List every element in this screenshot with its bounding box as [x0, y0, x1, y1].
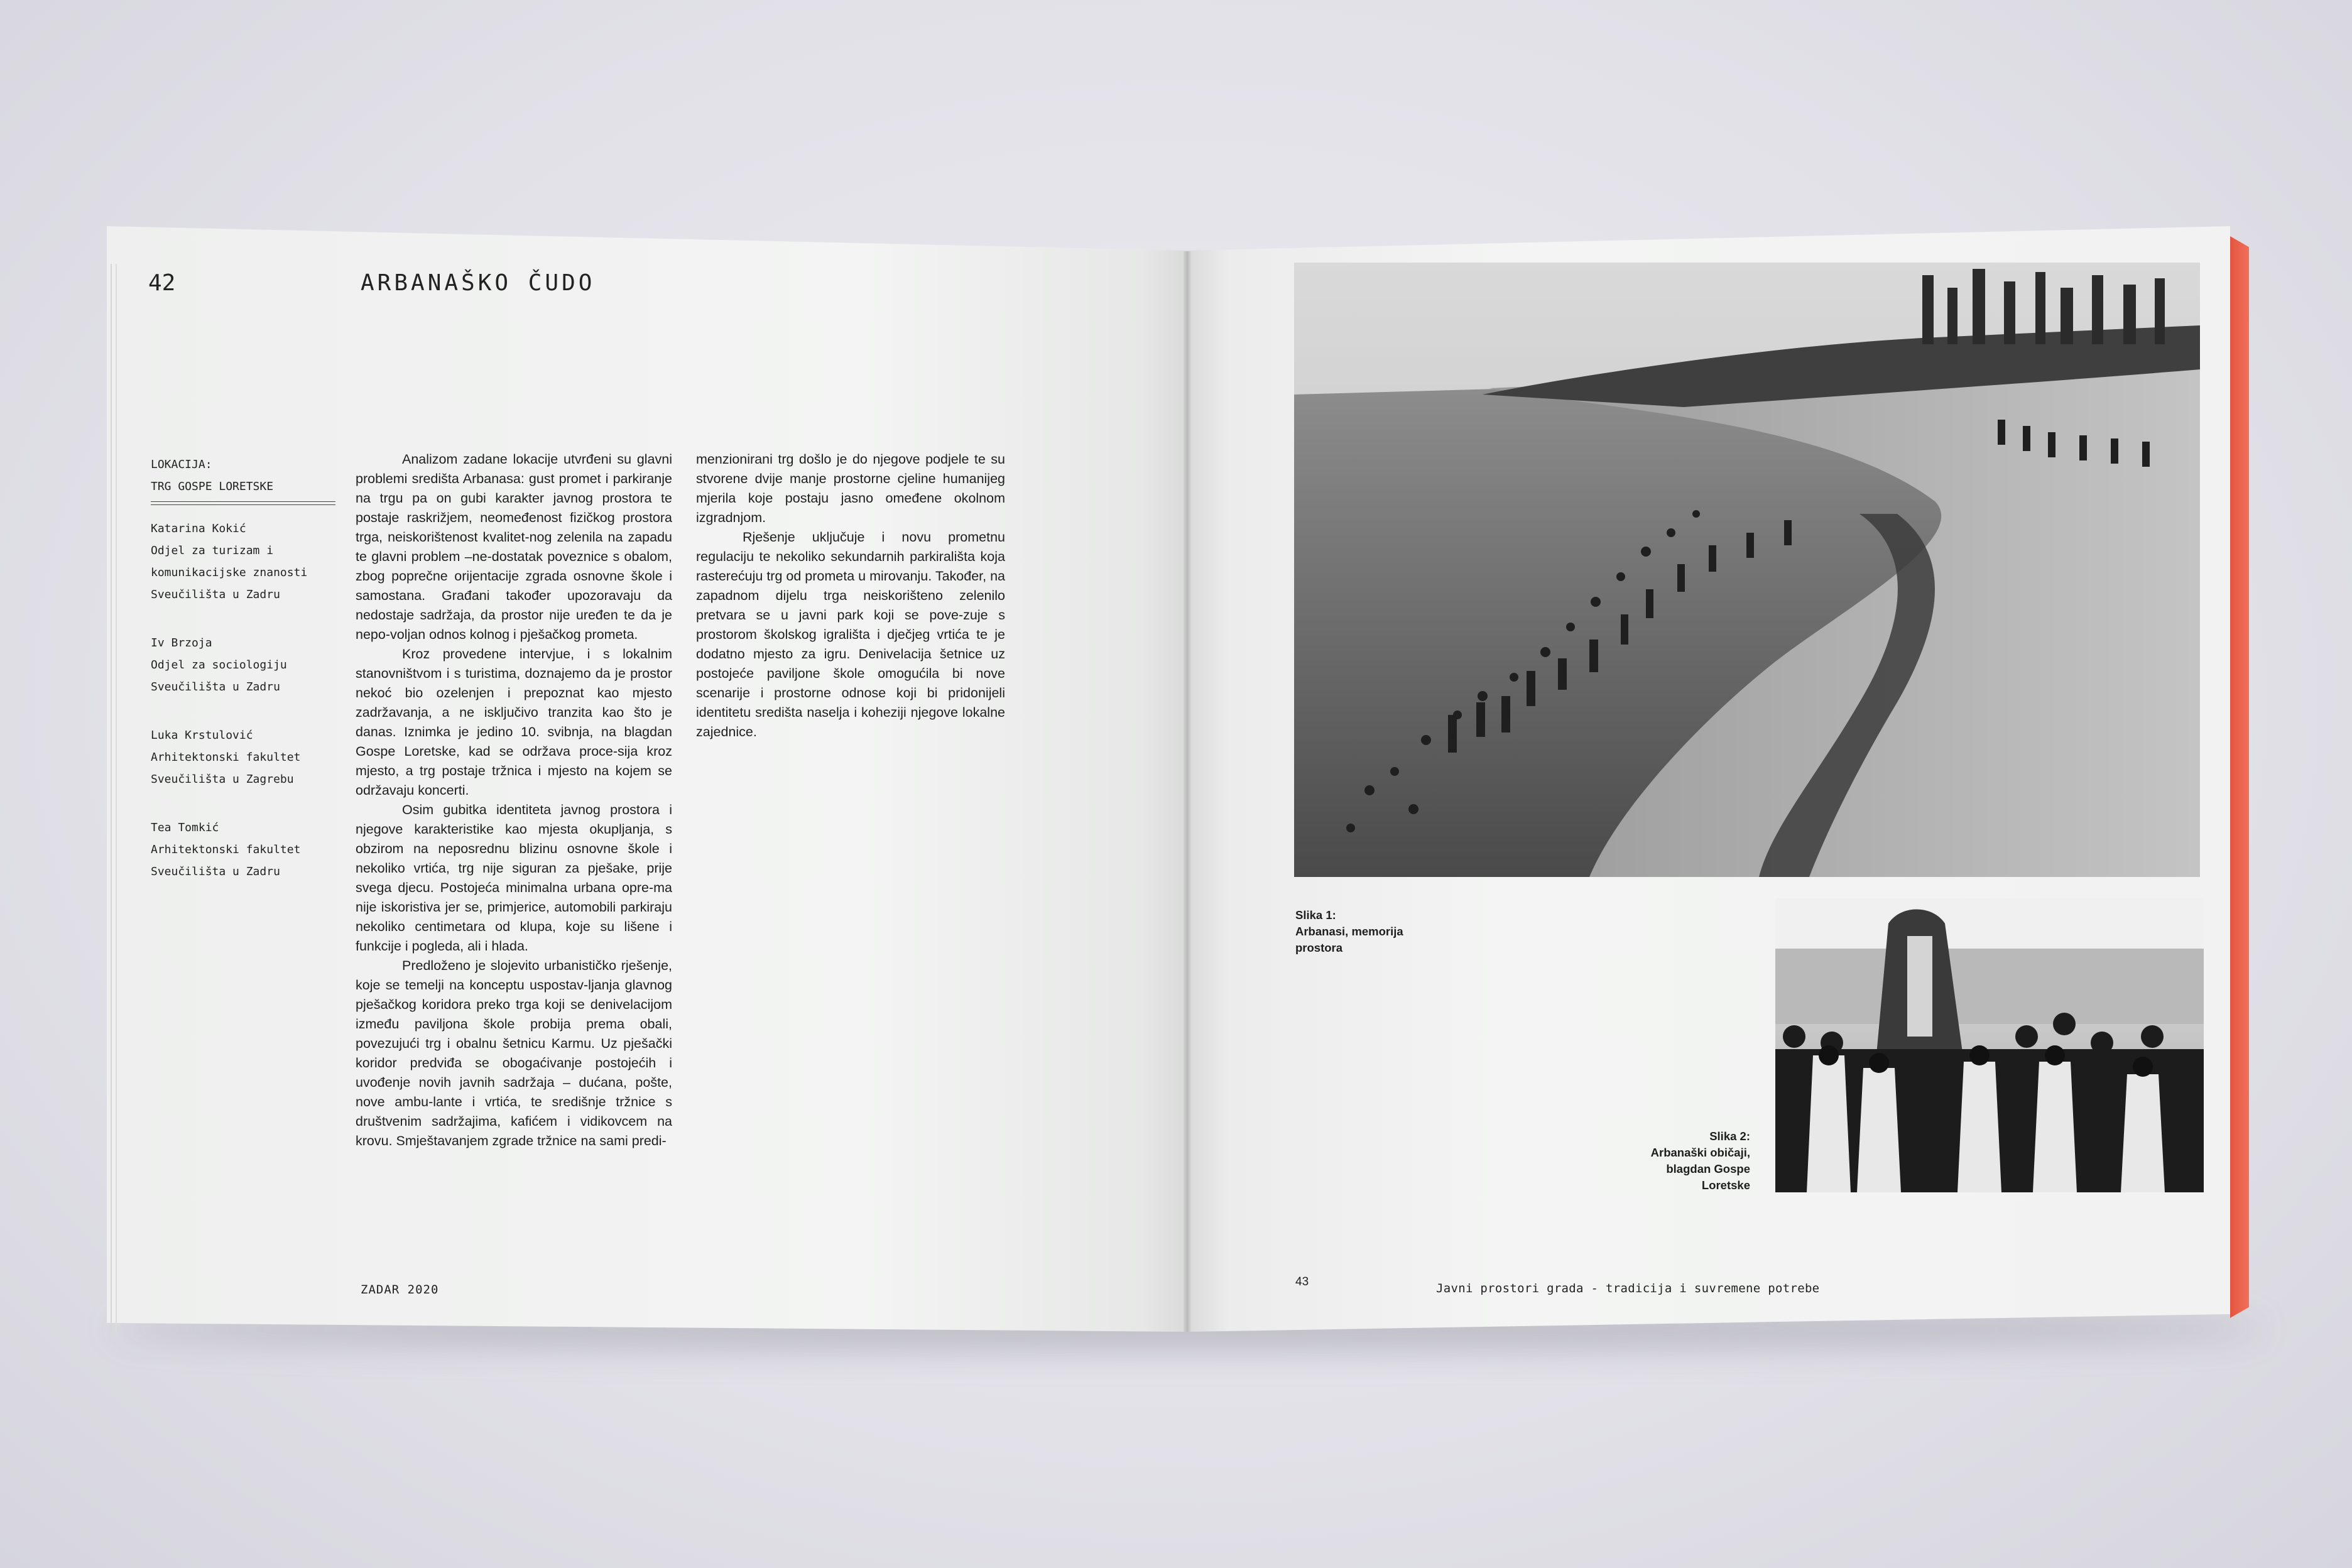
caption-line: Loretske [1701, 1179, 1750, 1192]
author-affiliation: Odjel za sociologiju [151, 658, 287, 672]
author-affiliation: Sveučilišta u Zadru [151, 680, 280, 694]
caption-title: Slika 2: [1709, 1130, 1750, 1143]
divider [151, 501, 335, 505]
author-affiliation: Sveučilišta u Zadru [151, 588, 280, 601]
red-cover-edge [2230, 236, 2249, 1318]
author-block [151, 518, 339, 606]
author-affiliation: komunikacijske znanosti [151, 566, 308, 579]
sidebar [151, 454, 339, 909]
author-affiliation: Odjel za turizam i [151, 544, 274, 557]
body-column-1 [356, 450, 672, 1151]
caption-line: Arbanaški običaji, [1650, 1146, 1750, 1159]
body-column-2 [696, 450, 1005, 742]
coastline-photo [1294, 263, 2200, 877]
author-affiliation: Sveučilišta u Zagrebu [151, 773, 294, 786]
author-block [151, 817, 339, 883]
book-spine [1184, 251, 1191, 1332]
caption-title: Slika 1: [1295, 908, 1336, 922]
paragraph: Predloženo je slojevito urbanističko rješenje, koje se temelji na konceptu uspostav-ljanja glavnog pješačkog koridora preko trga koji se denivelacijom između paviljona škole probija prema obali, povezujući trg i obalnu šetnicu Karmu. Uz pješački koridor predviđa se obogaćivanje postojećih i uvođenje novih javnih sadržaja – dućana, pošte, nove ambu-lante i vrtića, te središnje tržnice s društvenim sadržajima, kafićem i vidikovcem na krovu. Smještavanjem zgrade tržnice na sami predi- [356, 958, 672, 1148]
caption-line: Arbanasi, memorija [1295, 925, 1403, 938]
figure-1-photo [1294, 263, 2200, 877]
caption-line: blagdan Gospe [1666, 1162, 1750, 1175]
paragraph: Osim gubitka identiteta javnog prostora i njegove karakteristike kao mjesta okupljanja, s obzirom na neposrednu blizinu osnovne škole i nekoliko vrtića, trg nije siguran za pješake, prije svega djecu. Postojeća minimalna urbana opre-ma nije iskoristiva jer se, primjerice, automobili parkiraju nekoliko centimetara od klupa, koje su lišene i funkcije i pogleda, ali i hlada. [356, 802, 672, 954]
article-title: ARBANAŠKO ČUDO [361, 270, 596, 296]
author-name: Tea Tomkić [151, 821, 219, 834]
page-number-right: 43 [1295, 1275, 1309, 1288]
caption-line: prostora [1295, 941, 1343, 954]
author-block [151, 724, 339, 790]
footer-right: Javni prostori grada - tradicija i suvremene potrebe [1436, 1282, 1820, 1295]
paragraph: Rješenje uključuje i novu prometnu regulaciju te nekoliko sekundarnih parkirališta koja rasterećuju trg od prometa u mirovanju. Također, na zapadnom dijelu trga neiskorišteno zelenilo pretvara se u javni park koji se pove-zuje s prostorom školskog igrališta i dječjeg vrtića te je dodatno mjesto za igru. Denivelacija šetnice uz postojeće paviljone škole omogućila bi nove scenarije i prostorne odnose koji bi pridonijeli identitetu središta naselja i koheziji njegove lokalne zajednice. [696, 530, 1005, 739]
author-affiliation: Arhitektonski fakultet [151, 751, 301, 764]
author-name: Katarina Kokić [151, 522, 246, 535]
footer-left: ZADAR 2020 [361, 1283, 439, 1297]
author-name: Iv Brzoja [151, 636, 212, 650]
location-value: TRG GOSPE LORETSKE [151, 480, 274, 493]
paragraph: menzionirani trg došlo je do njegove podjele te su stvorene dvije manje prostorne cjeline humanijeg mjerila koje postaju jasno omeđene okolnom izgradnjom. [696, 452, 1005, 525]
author-block [151, 632, 339, 698]
paragraph: Kroz provedene intervjue, i s lokalnim stanovništvom i s turistima, doznajemo da je prostor nekoć bio ozelenjen i prepoznat kao mjesto zadržavanja, a ne isključivo tranzita kao što je danas. Iznimka je jedino 10. svibnja, na blagdan Gospe Loretske, kad se održava proce-sija kroz mjesto, a trg postaje tržnica i mjesto na kojem se održavaju koncerti. [356, 646, 672, 798]
page-number-left: 42 [148, 270, 176, 296]
location-label: LOKACIJA: [151, 458, 212, 471]
author-affiliation: Arhitektonski fakultet [151, 843, 301, 856]
author-name: Luka Krstulović [151, 729, 253, 742]
figure-2-caption [1608, 1128, 1750, 1194]
author-affiliation: Sveučilišta u Zadru [151, 865, 280, 878]
procession-photo [1775, 898, 2204, 1192]
figure-2-photo [1775, 898, 2204, 1192]
page-edges [111, 264, 117, 1332]
figure-1-caption [1295, 907, 1446, 956]
paragraph: Analizom zadane lokacije utvrđeni su glavni problemi središta Arbanasa: gust promet i parkiranje na trgu pa on gubi karakter javnog prostora te postaje raskrižjem, neomeđenost fizičkog prostora trga, neiskorištenost kvalitet-nog zelenila na zapadu te glavni problem –ne-dostatak poveznice s obalom, zbog poprečne orijentacije zgrada osnovne škole i samostana. Građani također upozoravaju da nedostaje sadržaja, da prostor nije uređen te da je nepo-voljan odnos kolnog i pješačkog prometa. [356, 452, 672, 642]
